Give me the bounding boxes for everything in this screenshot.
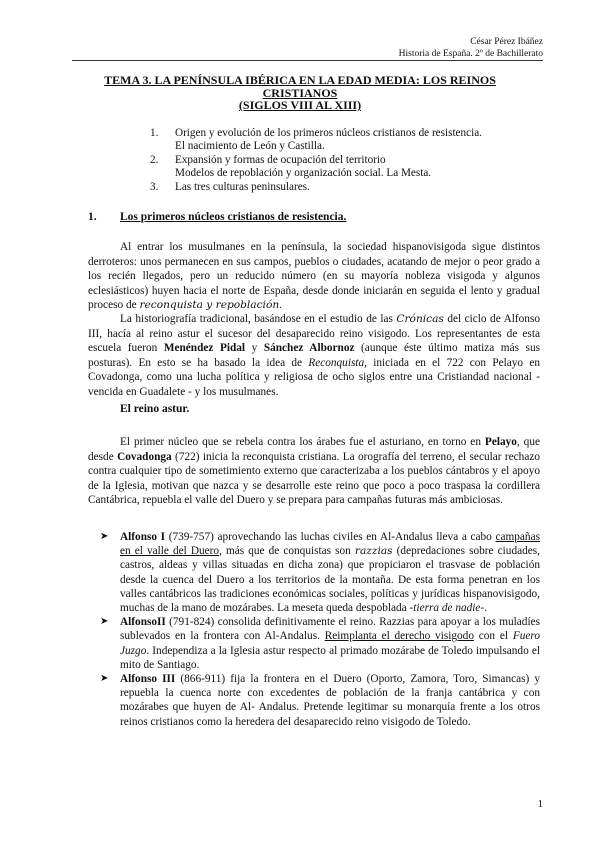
toc-item-text: Origen y evolución de los primeros núcleos cristianos de resistencia. <box>175 127 482 139</box>
arrow-bullet-icon: ➤ <box>100 616 109 628</box>
header-author: César Pérez Ibáñez <box>470 37 543 47</box>
toc-item-1 <box>150 127 530 154</box>
list-item: ➤ Alfonso I (739-757) aprovechando las luchas civiles en Al-Andalus lleva a cabo campañas en el valle del Duero, más que de conquistas son razzias (depredaciones sobre ciudades, castros, aldeas y villas situadas en dicha zona) que propiciaron el trasvase de población desde la cuenca del Duero a los territorios de la montaña. De esta forma penetran en los valles cantábricos las tradiciones económicas sociales, políticas y jurídicas hispanovisigodo, muchas de la mano de mozárabes. La meseta queda despoblada -tierra de nadie-. <box>100 531 540 615</box>
arrow-bullet-icon: ➤ <box>100 673 109 685</box>
toc-item-subtext: Modelos de repoblación y organización social. La Mesta. <box>175 167 432 180</box>
paragraph-3: El primer núcleo que se rebela contra los árabes fue el asturiano, en torno en Pelayo, que desde Covadonga (722) inicia la reconquista cristiana. La orografía del terreno, el secular rechazo contra cualquier tipo de sometimiento externo que caracterizaba a los pueblos cántabros y el apoyo de la Iglesia, motivan que nazca y se desarrolle este reino que poco a poco traspasa la cordillera Cantábrica, repuebla el valle del Duero y se prepara para campañas futuras más ambiciosas. <box>88 436 540 507</box>
title-line-3: (SIGLOS VIII AL XIII) <box>238 98 362 112</box>
paragraph-2: La historiografía tradicional, basándose en el estudio de las Crónicas del ciclo de Alfonso III, hacía al reino astur el sucesor del desaparecido reino visigodo. Los representantes de esta escuela fueron Menéndez Pidal y Sánchez Albornoz (aunque éste último matiza más sus posturas). En esto se ha basado la idea de Reconquista, iniciada en el 722 con Pelayo en Covadonga, como una lucha política y religiosa de ocho siglos entre una Cristiandad nacional - vencida en Guadalete - y los musulmanes. <box>88 313 540 398</box>
header-course: Historia de España. 2º de Bachillerato <box>398 49 543 59</box>
toc-item-2 <box>150 154 530 181</box>
toc-item-text: Las tres culturas peninsulares. <box>175 180 310 193</box>
list-item: ➤ AlfonsoII (791-824) consolida definitivamente el reino. Razzias para apoyar a los muladíes sublevados en la frontera con Al-Andalus. Reimplanta el derecho visigodo con el Fuero Juzgo. Independiza a la Iglesia astur respecto al primado mozárabe de Toledo impulsando el mito de Santiago. <box>100 616 541 671</box>
header-rule <box>72 60 543 61</box>
page-number: 1 <box>537 798 543 810</box>
section-heading <box>88 211 346 223</box>
toc-item-3 <box>150 181 530 194</box>
page-header <box>399 36 543 60</box>
document-title <box>100 74 500 112</box>
bullet-list <box>100 530 540 729</box>
title-line-2: CRISTIANOS <box>262 85 338 100</box>
section-number: 1. <box>88 211 97 223</box>
title-line-1: TEMA 3. LA PENÍNSULA IBÉRICA EN LA EDAD MEDIA: LOS REINOS <box>104 73 496 87</box>
section-title: Los primeros núcleos cristianos de resistencia. <box>120 211 347 223</box>
toc-item-number: 2. <box>150 153 159 166</box>
table-of-contents <box>150 127 530 194</box>
toc-item-text: Expansión y formas de ocupación del territorio <box>175 153 386 166</box>
toc-item-number: 3. <box>150 180 159 193</box>
list-item: ➤ Alfonso III (866-911) fija la frontera en el Duero (Oporto, Zamora, Toro, Simancas) y repuebla la cuenca norte con excedentes de población de la franja cantábrica y con mozárabes que huyen de Al- Andalus. Pretende legitimar su monarquía frente a los otros reinos cristianos como la heredera del desaparecido reino visigodo de Toledo. <box>100 673 540 728</box>
toc-item-subtext: El nacimiento de León y Castilla. <box>175 140 325 153</box>
paragraph-1: Al entrar los musulmanes en la península, la sociedad hispanovisigoda sigue distintos derroteros: unos permanecen en sus campos, pueblos o ciudades, acatando de mejor o peor grado a los recién llegados, pero un reducido número (en su mayoría nobleza visigoda y algunos eclesiásticos) huyen hacia el norte de España, desde donde iniciarán en seguida el lento y gradual proceso de reconquista y repoblación. <box>88 241 540 312</box>
toc-item-number: 1. <box>150 127 159 139</box>
subheading: El reino astur. <box>120 403 190 415</box>
arrow-bullet-icon: ➤ <box>100 531 109 542</box>
